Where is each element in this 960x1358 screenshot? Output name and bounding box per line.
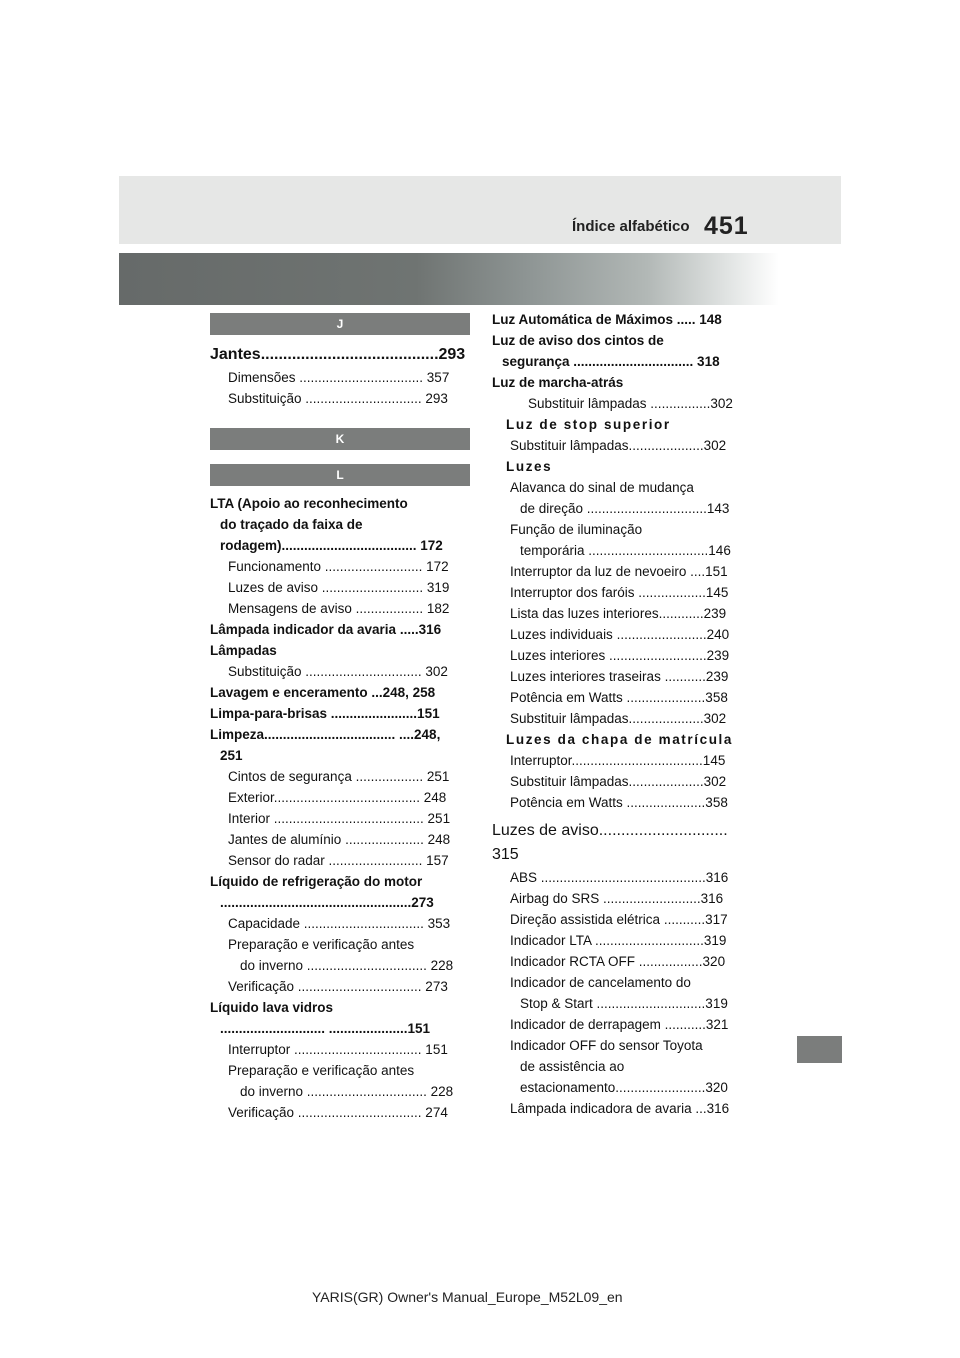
index-entry: LTA (Apoio ao reconhecimento (210, 496, 408, 511)
index-entry-cont: rodagem).................................... 172 (220, 538, 443, 553)
index-subentry: Cintos de segurança .................. 251 (228, 769, 450, 784)
index-subentry: Mensagens de aviso .................. 182 (228, 601, 450, 616)
index-subentry-cont: do inverno ................................ 228 (240, 958, 454, 973)
index-subentry: Preparação e verificação antes (228, 937, 415, 952)
index-subentry: Indicador de cancelamento do (510, 975, 691, 990)
index-subentry: Luzes interiores ..........................239 (510, 648, 730, 663)
index-subentry: Luzes individuais ........................240 (510, 627, 730, 642)
chapter-side-tab (797, 1036, 842, 1063)
footer-manual-id: YARIS(GR) Owner's Manual_Europe_M52L09_en (312, 1289, 623, 1305)
letter-header-j: J (210, 313, 470, 335)
index-entry: Jantes........................................293 (210, 346, 466, 363)
index-subentry: Substituir lâmpadas....................302 (510, 711, 727, 726)
index-subentry: Substituição ............................... 302 (228, 664, 448, 679)
index-subentry: Função de iluminação (510, 522, 643, 537)
index-subentry: Preparação e verificação antes (228, 1063, 415, 1078)
letter-header-k: K (210, 428, 470, 450)
index-subentry: ABS ............................................316 (510, 870, 729, 885)
index-entry: Luzes de aviso............................. (492, 822, 728, 839)
index-subentry: Airbag do SRS ..........................316 (510, 891, 724, 906)
index-entry: Lâmpada indicador da avaria .....316 (210, 622, 442, 637)
index-subentry: Indicador RCTA OFF .................320 (510, 954, 726, 969)
index-subentry: Interruptor...................................145 (510, 753, 726, 768)
index-subentry: Verificação ................................. 274 (228, 1105, 448, 1120)
index-entry: Limpa-para-brisas .......................151 (210, 706, 440, 721)
index-subentry: Indicador de derrapagem ...........321 (510, 1017, 729, 1032)
index-subentry-cont: Stop & Start .............................319 (520, 996, 728, 1011)
index-entry: Líquido de refrigeração do motor (210, 874, 423, 889)
section-title: Índice alfabético (572, 218, 690, 235)
index-subentry: Direção assistida elétrica ...........317 (510, 912, 728, 927)
index-subentry: Exterior....................................... 248 (228, 790, 447, 805)
index-entry: Luz Automática de Máximos ..... 148 (492, 312, 722, 327)
index-subentry: Capacidade ................................ 353 (228, 916, 451, 931)
index-subentry-cont: de direção ................................143 (520, 501, 730, 516)
index-entry-cont: ............................ .....................151 (220, 1021, 431, 1036)
index-column-right (492, 309, 744, 1119)
index-entry-cont: segurança ................................ 318 (502, 354, 720, 369)
index-subentry: Lista das luzes interiores............239 (510, 606, 727, 621)
letter-header-l: L (210, 464, 470, 486)
index-subentry: Substituição ............................... 293 (228, 391, 448, 406)
index-subentry-cont: de assistência ao (520, 1059, 625, 1074)
index-subentry: Potência em Watts .....................358 (510, 795, 728, 810)
index-subentry: Substituir lâmpadas....................302 (510, 774, 727, 789)
index-subentry: Lâmpada indicadora de avaria ...316 (510, 1101, 730, 1116)
index-column-left (210, 313, 470, 1123)
index-entry: Luz de marcha-atrás (492, 375, 624, 390)
index-subentry: Interruptor dos faróis ..................145 (510, 585, 729, 600)
index-entry: Líquido lava vidros (210, 1000, 334, 1015)
index-subentry: Indicador LTA .............................319 (510, 933, 727, 948)
page-number: 451 (704, 212, 749, 240)
index-entry-cont: do traçado da faixa de (220, 517, 363, 532)
index-entry: Limpeza................................... ....248, (210, 727, 441, 742)
index-subentry-cont: do inverno ................................ 228 (240, 1084, 454, 1099)
index-subentry: Jantes de alumínio ..................... 248 (228, 832, 451, 847)
index-subentry: Verificação ................................. 273 (228, 979, 448, 994)
index-subentry: Luzes interiores traseiras ...........239 (510, 669, 729, 684)
index-entry-cont: ...................................................273 (220, 895, 434, 910)
header-gradient-bar (119, 253, 779, 305)
index-entry: Luz de aviso dos cintos de (492, 333, 664, 348)
index-subentry: Indicador OFF do sensor Toyota (510, 1038, 703, 1053)
index-subentry: Dimensões ................................. 357 (228, 370, 450, 385)
index-entry-cont: 251 (220, 748, 243, 763)
index-subentry: Alavanca do sinal de mudança (510, 480, 694, 495)
index-subheading: Luz de stop superior (506, 417, 671, 432)
index-subheading: Luzes (506, 459, 553, 474)
index-subentry: Substituir lâmpadas....................302 (510, 438, 727, 453)
index-subentry: Sensor do radar ......................... 157 (228, 853, 449, 868)
index-entry-cont: 315 (492, 846, 519, 863)
index-subentry: Interior ........................................ 251 (228, 811, 451, 826)
index-subentry: Luzes de aviso ........................... 319 (228, 580, 450, 595)
index-subheading: Luzes da chapa de matrícula (506, 732, 734, 747)
index-subentry-cont: temporária ................................146 (520, 543, 731, 558)
index-entry: Lâmpadas (210, 643, 277, 658)
index-subentry-cont: estacionamento........................320 (520, 1080, 728, 1095)
index-subentry: Substituir lâmpadas ................302 (528, 396, 733, 411)
index-subentry: Interruptor .................................. 151 (228, 1042, 448, 1057)
index-entry: Lavagem e enceramento ...248, 258 (210, 685, 436, 700)
index-subentry: Funcionamento .......................... 172 (228, 559, 449, 574)
index-subentry: Potência em Watts .....................358 (510, 690, 728, 705)
index-subentry: Interruptor da luz de nevoeiro ....151 (510, 564, 728, 579)
